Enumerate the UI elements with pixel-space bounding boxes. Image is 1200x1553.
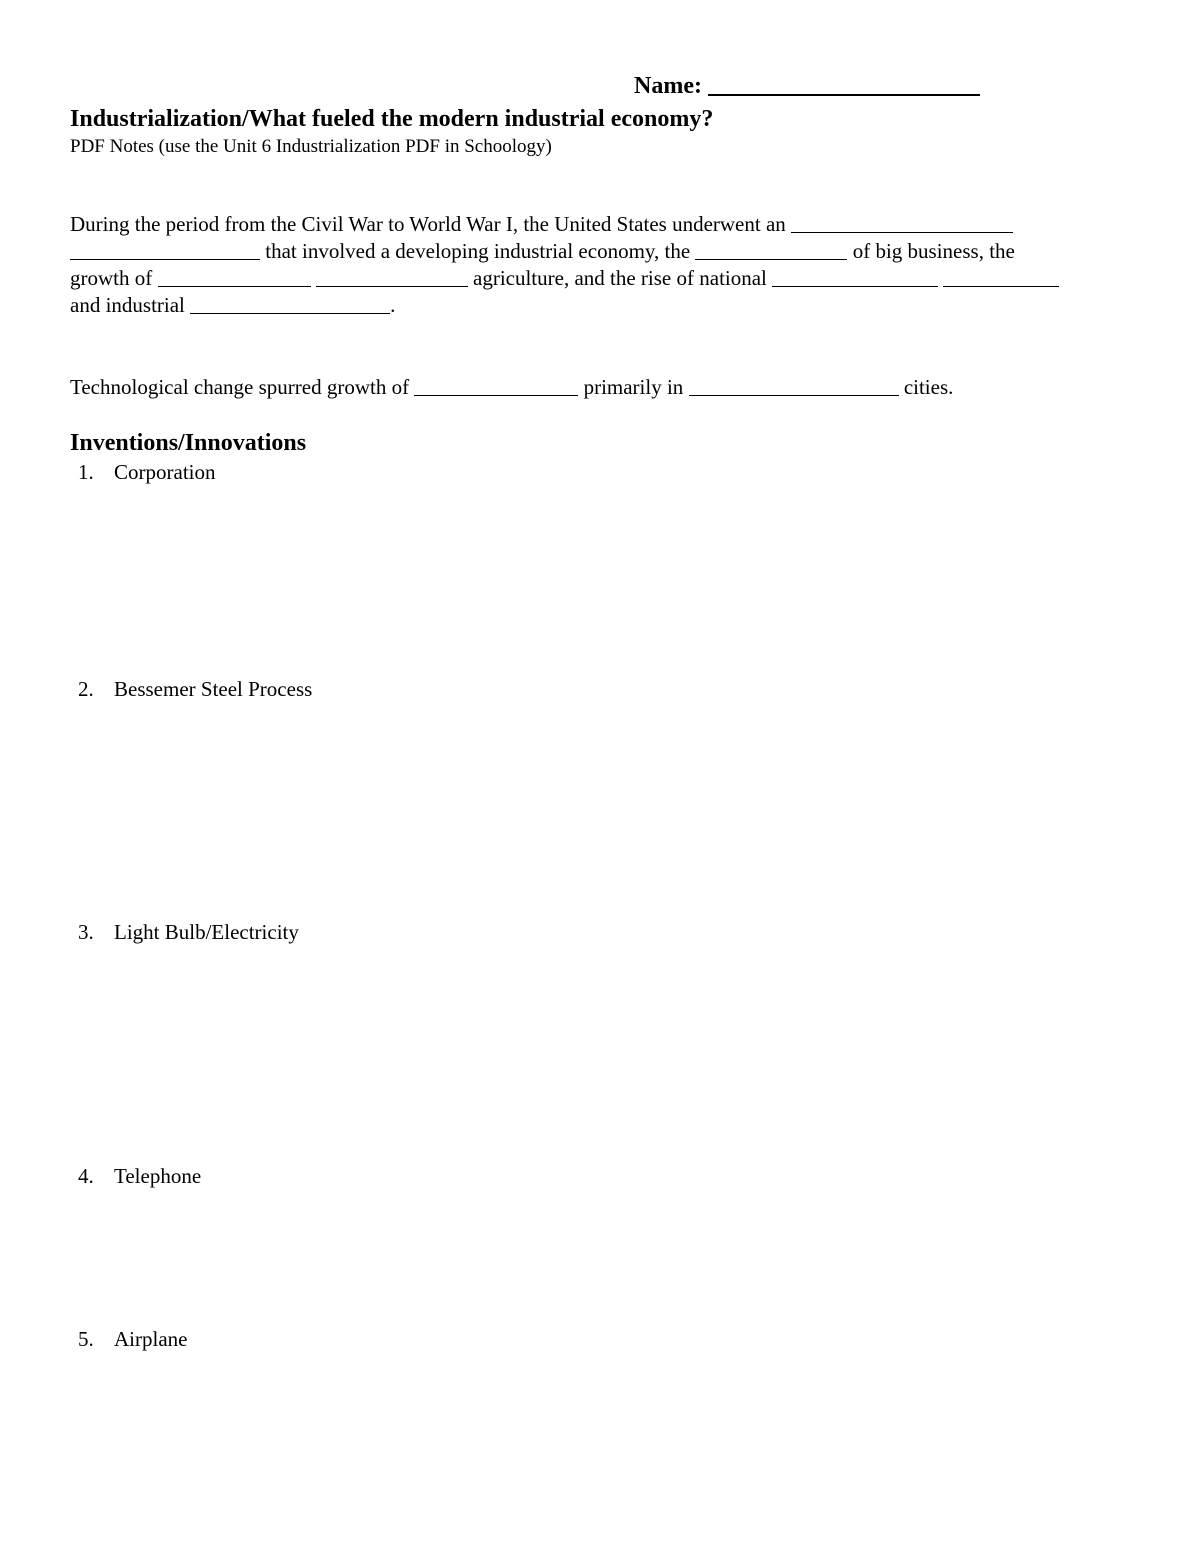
- paragraph1-line4: [70, 292, 395, 319]
- fill-blank[interactable]: [791, 214, 1013, 233]
- fill-blank[interactable]: [414, 377, 578, 396]
- fill-blank[interactable]: [689, 377, 899, 396]
- fill-blank[interactable]: [943, 268, 1059, 287]
- list-item-label: Corporation: [114, 460, 216, 484]
- fill-blank[interactable]: [316, 268, 468, 287]
- list-item: [78, 1327, 187, 1352]
- paragraph1-text: growth of: [70, 266, 153, 290]
- name-field-row: [634, 72, 980, 100]
- paragraph2-text: primarily in: [583, 375, 684, 399]
- paragraph1-line1: [70, 211, 1013, 238]
- list-item-number: 1.: [78, 460, 94, 484]
- name-label: Name:: [634, 73, 702, 99]
- page-title: Industrialization/What fueled the modern industrial economy?: [70, 106, 714, 132]
- paragraph2-text: cities.: [903, 375, 954, 399]
- fill-blank[interactable]: [70, 241, 260, 260]
- fill-blank[interactable]: [695, 241, 847, 260]
- section-heading: Inventions/Innovations: [70, 430, 307, 456]
- paragraph1-line3: [70, 265, 1059, 292]
- fill-blank[interactable]: [772, 268, 938, 287]
- list-item-label: Light Bulb/Electricity: [114, 920, 299, 944]
- list-item-number: 4.: [78, 1164, 94, 1188]
- list-item: [78, 677, 312, 702]
- paragraph1-text: and industrial: [70, 293, 185, 317]
- paragraph1-text: of big business, the: [852, 239, 1015, 263]
- list-item: [78, 1164, 201, 1189]
- period: .: [390, 293, 396, 317]
- list-item-label: Telephone: [114, 1164, 202, 1188]
- paragraph1-text: agriculture, and the rise of national: [473, 266, 767, 290]
- page-subtitle: PDF Notes (use the Unit 6 Industrialization PDF in Schoology): [70, 136, 552, 157]
- paragraph2-text: Technological change spurred growth of: [70, 375, 410, 399]
- list-item-number: 3.: [78, 920, 94, 944]
- list-item: [78, 460, 215, 485]
- name-blank[interactable]: [708, 72, 980, 96]
- fill-blank[interactable]: [190, 295, 390, 314]
- list-item-number: 5.: [78, 1327, 94, 1351]
- paragraph2: [70, 374, 953, 401]
- paragraph1-text: that involved a developing industrial economy, the: [265, 239, 691, 263]
- list-item-label: Airplane: [114, 1327, 188, 1351]
- list-item-number: 2.: [78, 677, 94, 701]
- list-item: [78, 920, 299, 945]
- paragraph1-text: During the period from the Civil War to World War I, the United States underwent an: [70, 212, 786, 236]
- fill-blank[interactable]: [158, 268, 311, 287]
- list-item-label: Bessemer Steel Process: [114, 677, 313, 701]
- paragraph1-line2: [70, 238, 1015, 265]
